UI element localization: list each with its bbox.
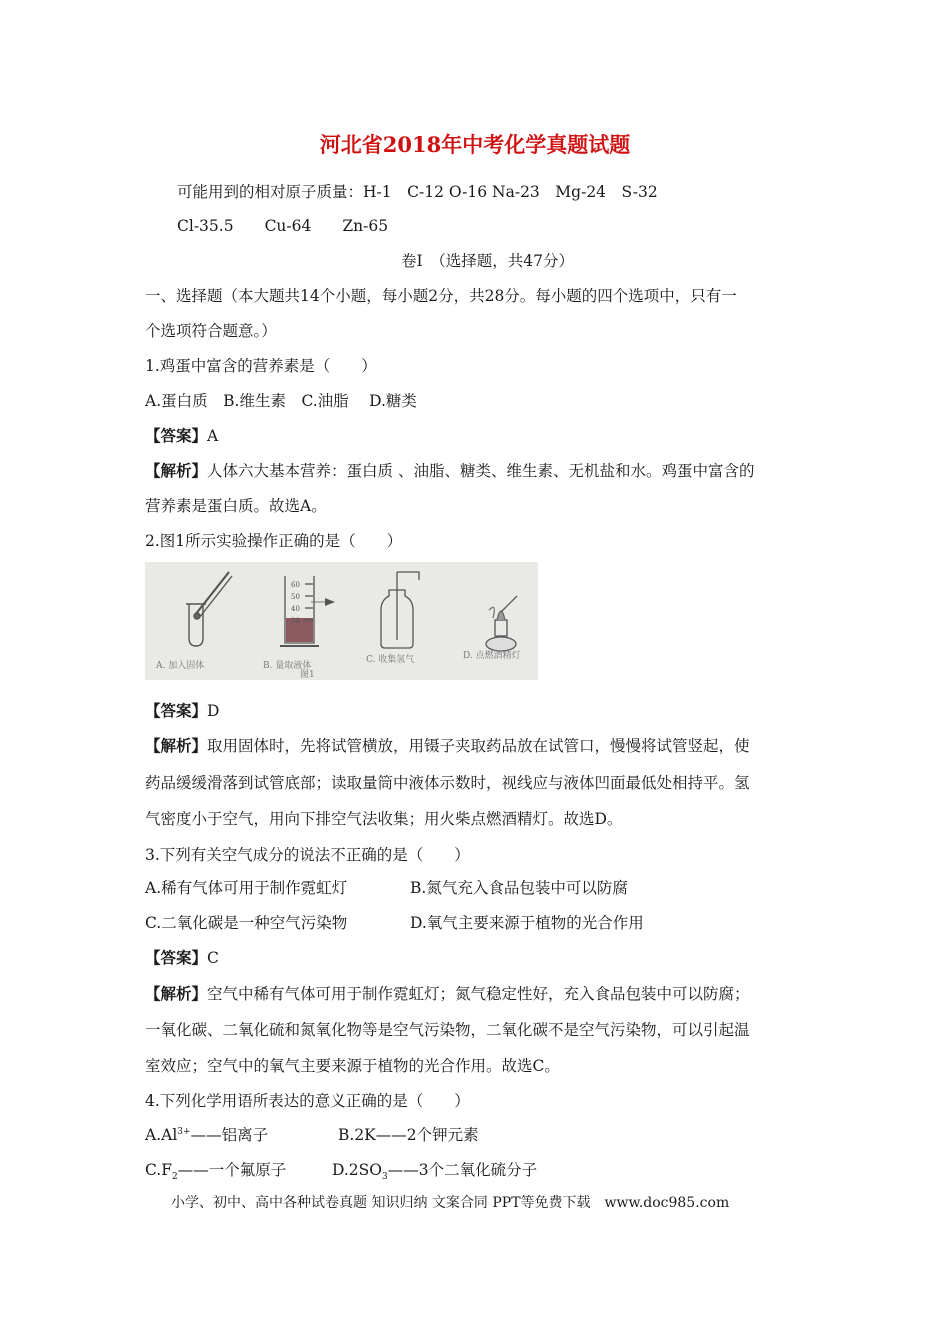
q1-stem: 1.鸡蛋中富含的营养素是（ ）: [145, 357, 377, 375]
analysis-label: 【解析】: [145, 461, 208, 480]
q3-option-c: C.二氧化碳是一种空气污染物: [145, 914, 348, 932]
analysis-label: 【解析】: [145, 736, 208, 755]
q4-option-d: $D.2SO_3——3$个二氧化硫分子: [332, 1161, 538, 1183]
q2-analysis-text-1: 取用固体时，先将试管横放，用镊子夹取药品放在试管口，慢慢将试管竖起，使: [207, 737, 750, 755]
atomic-masses-line-2: Cl-35.5 Cu-64 Zn-65: [177, 217, 389, 235]
answer-label: 【答案】: [145, 426, 208, 445]
q3-analysis-line-1: [145, 983, 750, 1005]
q2-analysis-line-1: [145, 735, 750, 757]
volume-heading: 卷Ⅰ （选择题，共47分）: [400, 252, 575, 270]
cylinder-mark-50: 50: [291, 593, 300, 601]
q1-analysis-line-1: [145, 460, 754, 482]
atomic-masses-line-1: 可能用到的相对原子质量：H-1 C-12 O-16 Na-23 Mg-24 S-32: [177, 183, 658, 201]
q3-answer: [145, 947, 219, 969]
page-title: 河北省2018年中考化学真题试题: [319, 132, 631, 157]
section-heading-line-1: 一、选择题（本大题共14个小题，每小题2分，共28分。每小题的四个选项中，只有一: [145, 287, 737, 305]
q3-answer-value: C: [207, 949, 219, 967]
q1-options: A.蛋白质 B.维生素 C.油脂 D.糖类: [145, 392, 417, 410]
section-heading-line-2: 个选项符合题意。）: [145, 322, 277, 340]
q3-analysis-text-1: 空气中稀有气体可用于制作霓虹灯；氮气稳定性好，充入食品包装中可以防腐；: [207, 985, 750, 1003]
q1-answer: [145, 425, 218, 447]
q2-answer-value: D: [207, 702, 220, 720]
figure-option-d: D. 点燃酒精灯: [463, 651, 521, 661]
q2-answer: [145, 700, 219, 722]
q3-option-b: B.氮气充入食品包装中可以防腐: [410, 879, 628, 897]
figure-caption: 图1: [300, 670, 315, 680]
q1-analysis-line-2: 营养素是蛋白质。故选A。: [145, 497, 327, 515]
q3-option-d: D.氧气主要来源于植物的光合作用: [410, 914, 644, 932]
q1-analysis-text-1: 人体六大基本营养：蛋白质 、油脂、糖类、维生素、无机盐和水。鸡蛋中富含的: [207, 462, 755, 480]
q4-option-c: $C.F_2——$一个氟原子: [145, 1161, 287, 1183]
q3-option-a: A.稀有气体可用于制作霓虹灯: [145, 879, 348, 897]
q4-stem: 4.下列化学用语所表达的意义正确的是（ ）: [145, 1092, 470, 1110]
measuring-cylinder-icon: [280, 576, 335, 646]
analysis-label: 【解析】: [145, 984, 208, 1003]
q1-answer-value: A: [207, 427, 219, 445]
q3-analysis-line-3: 室效应；空气中的氧气主要来源于植物的光合作用。故选C。: [145, 1057, 560, 1075]
test-tube-icon: [186, 572, 232, 646]
answer-label: 【答案】: [145, 701, 208, 720]
q3-stem: 3.下列有关空气成分的说法不正确的是（ ）: [145, 846, 470, 864]
lab-operations-figure: [145, 562, 538, 680]
q2-analysis-line-2: 药品缓缓滑落到试管底部；读取量筒中液体示数时，视线应与液体凹面最低处相持平。氢: [145, 774, 750, 792]
cylinder-mark-40: 40: [291, 605, 300, 613]
page-footer: 小学、初中、高中各种试卷真题 知识归纳 文案合同 PPT等免费下载 www.doc985.com: [171, 1195, 730, 1211]
q4-option-b: B.2K——2个钾元素: [338, 1126, 479, 1144]
figure-option-a: A. 加入固体: [156, 661, 205, 671]
figure-option-c: C. 收集氢气: [366, 655, 415, 665]
cylinder-mark-60: 60: [291, 581, 300, 589]
cylinder-mark-30: 30: [291, 617, 300, 625]
figure-option-b: B. 量取液体: [263, 661, 312, 671]
alcohol-lamp-icon: [486, 596, 517, 651]
q3-analysis-line-2: 一氧化碳、二氧化硫和氮氧化物等是空气污染物，二氧化碳不是空气污染物，可以引起温: [145, 1021, 750, 1039]
gas-bottle-icon: [381, 572, 419, 648]
q2-stem: 2.图1所示实验操作正确的是（ ）: [145, 532, 403, 550]
q2-analysis-line-3: 气密度小于空气，用向下排空气法收集；用火柴点燃酒精灯。故选D。: [145, 810, 623, 828]
answer-label: 【答案】: [145, 948, 208, 967]
q4-option-a: $A.Al^{3+}——$铝离子: [145, 1126, 269, 1144]
